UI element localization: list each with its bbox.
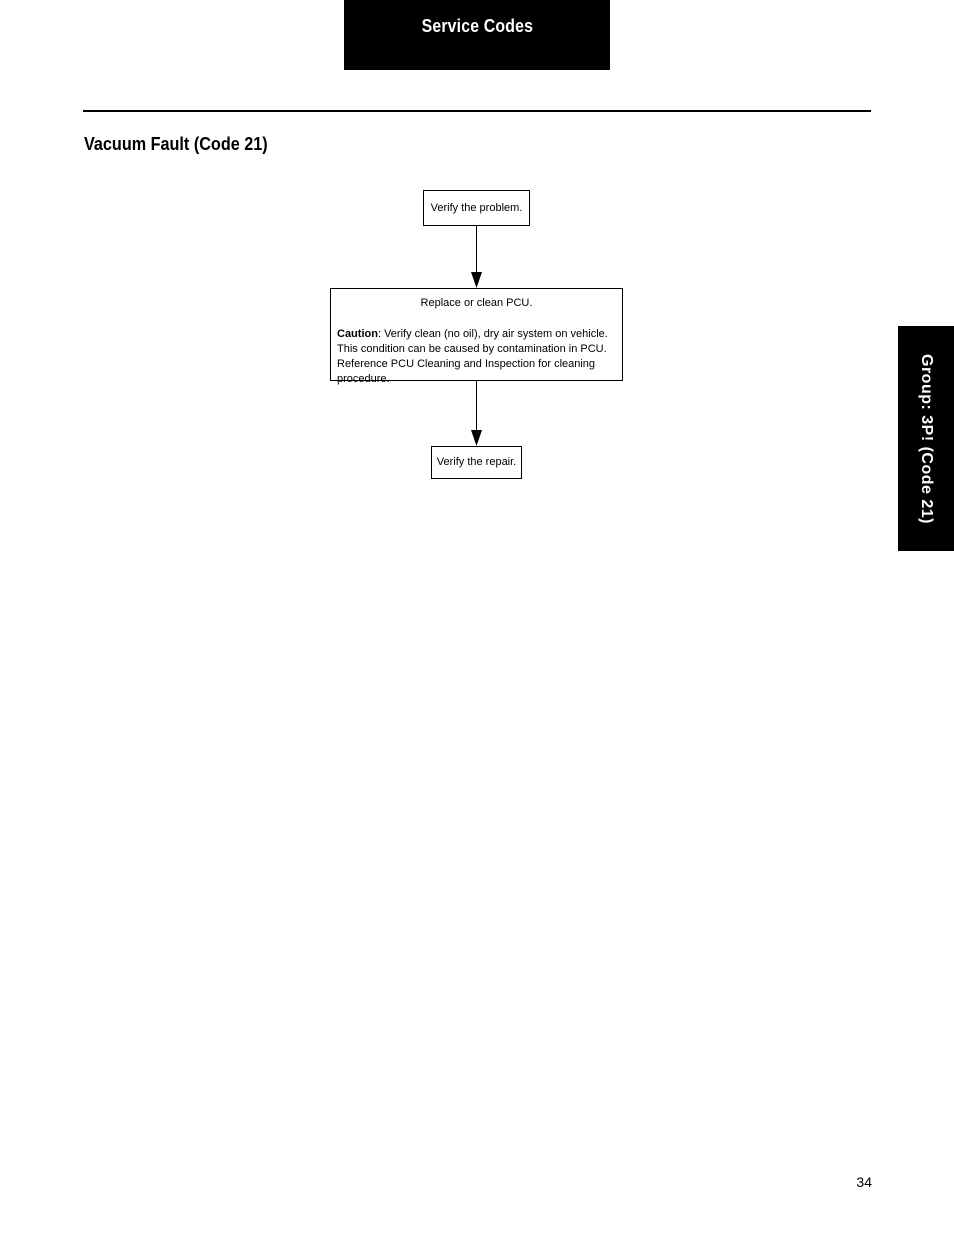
arrowhead-step2 <box>471 272 482 288</box>
step2-caution <box>337 327 616 387</box>
flowchart-step-verify-problem <box>423 190 530 226</box>
header-title: Service Codes <box>421 16 533 36</box>
flowchart-step-verify-repair <box>431 446 522 479</box>
step3-text: Verify the repair. <box>436 456 517 468</box>
arrowhead-step3 <box>471 430 482 446</box>
side-tab <box>898 326 954 551</box>
flowchart-step-replace-pcu <box>330 288 623 385</box>
step1-text: Verify the problem. <box>430 201 523 214</box>
caution-label: Caution <box>337 328 378 340</box>
header-tab <box>344 0 610 70</box>
section-title: Vacuum Fault (Code 21) <box>84 134 268 154</box>
side-tab-label: Group: 3P! (Code 21) <box>918 353 935 524</box>
step2-heading: Replace or clean PCU. <box>420 297 533 309</box>
page-number: 34 <box>856 1174 872 1190</box>
header-rule <box>83 110 871 112</box>
caution-text: : Verify clean (no oil), dry air system on vehicle. This condition can be caused by contamination in PCU. Reference PCU Cleaning and Inspection for cleaning procedure. <box>337 328 608 385</box>
